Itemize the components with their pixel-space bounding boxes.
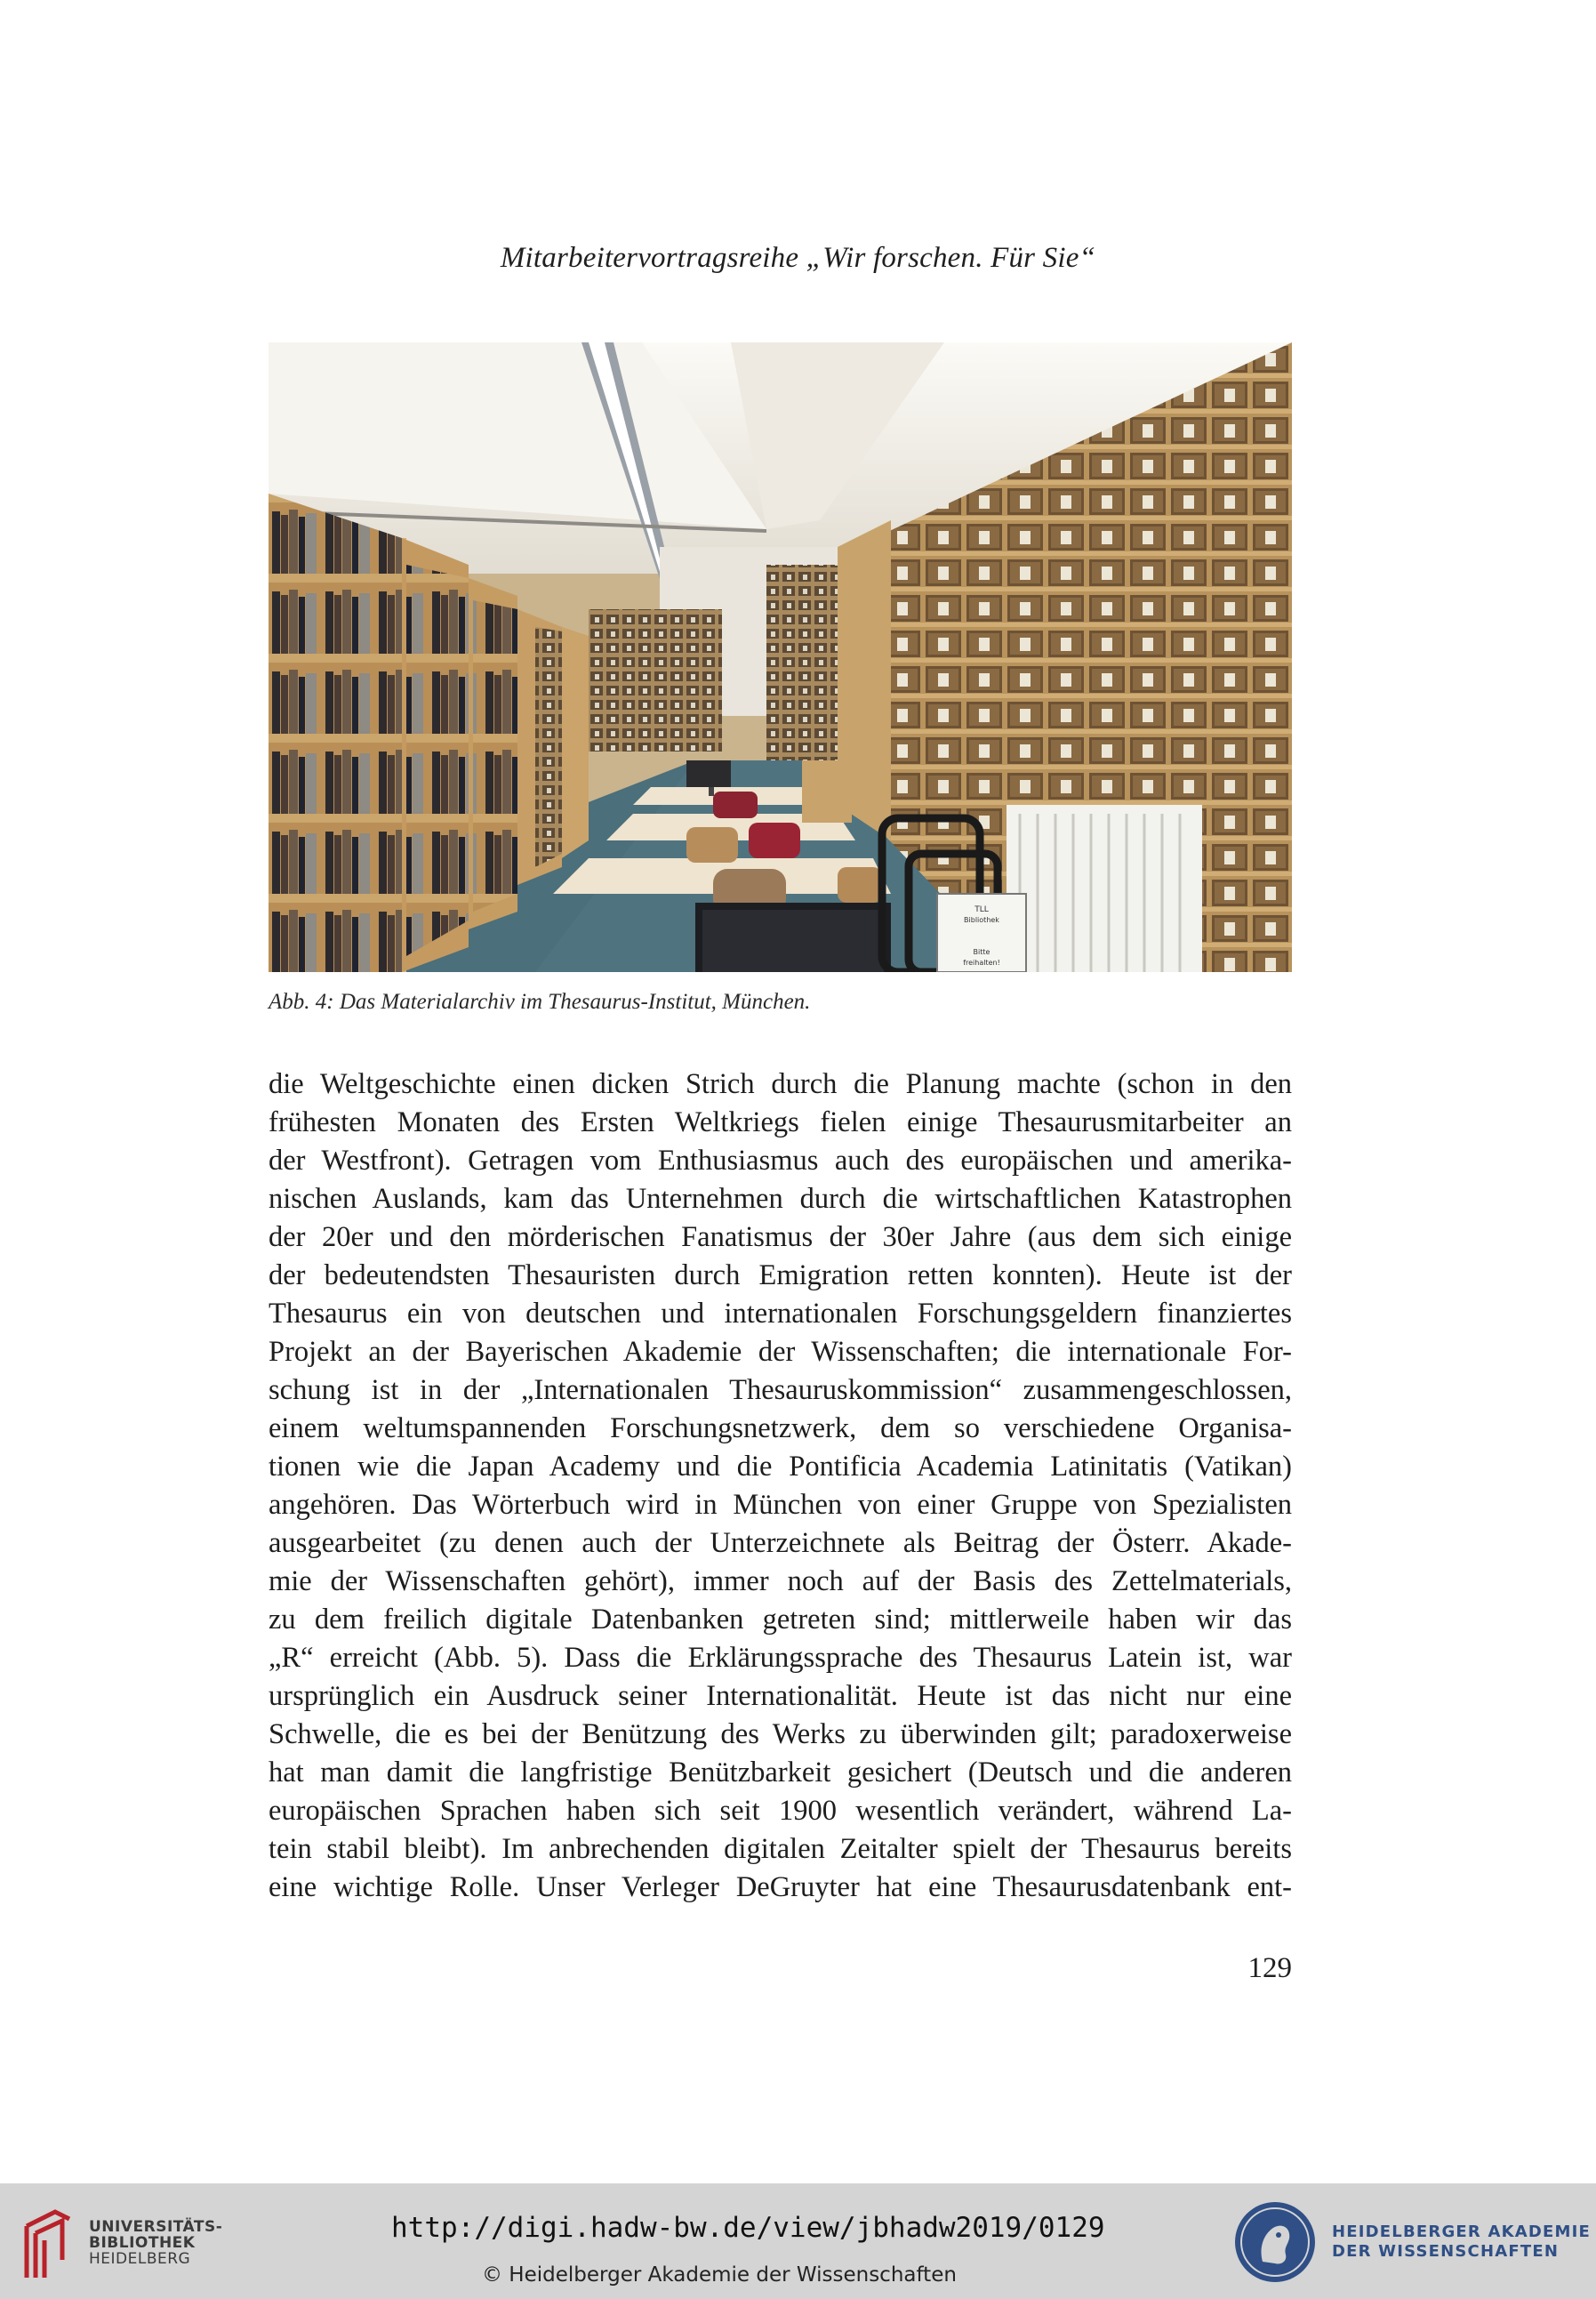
archive-room-photo — [269, 342, 1292, 972]
academy-seal-icon[interactable] — [1232, 2199, 1318, 2285]
body-line: die Weltgeschichte einen dicken Strich durch die Planung machte (schon in den — [269, 1068, 1292, 1100]
body-line: frühesten Monaten des Ersten Weltkriegs fielen einige Thesaurusmitarbeiter an — [269, 1106, 1292, 1138]
running-head: Mitarbeitervortragsreihe „Wir forschen. Für Sie“ — [500, 242, 1096, 274]
body-line: hat man damit die langfristige Benützbarkeit gesichert (Deutsch und die anderen — [269, 1756, 1292, 1789]
academy-name[interactable] — [1332, 2223, 1591, 2262]
sign-line-4: freihalten! — [963, 959, 1000, 967]
chair-wood-1 — [686, 827, 738, 863]
chair-red-1 — [713, 792, 758, 818]
body-line: schung ist in der „Internationalen Thesauruskommission“ zusammengeschlossen, — [269, 1374, 1292, 1406]
figure-caption: Abb. 4: Das Materialarchiv im Thesaurus-Institut, München. — [269, 990, 811, 1014]
university-library-name[interactable] — [89, 2219, 222, 2267]
body-line: der 20er und den mörderischen Fanatismus der 30er Jahre (aus dem sich einige — [269, 1221, 1292, 1253]
body-line: eine wichtige Rolle. Unser Verleger DeGruyter hat eine Thesaurusdatenbank ent- — [269, 1871, 1292, 1903]
body-line: zu dem freilich digitale Datenbanken getreten sind; mittlerweile haben wir das — [269, 1604, 1292, 1636]
sign-line-3: Bitte — [973, 948, 990, 956]
radiator — [1007, 805, 1202, 972]
body-text — [269, 1065, 1292, 1907]
body-line: nischen Auslands, kam das Unternehmen durch die wirtschaftlichen Katastrophen — [269, 1183, 1292, 1215]
body-line: Projekt an der Bayerischen Akademie der Wissenschaften; die internationale For- — [269, 1336, 1292, 1368]
body-line: Thesaurus ein von deutschen und internationalen Forschungsgeldern finanziertes — [269, 1298, 1292, 1330]
body-line: „R“ erreicht (Abb. 5). Dass die Erklärungssprache des Thesaurus Latein ist, war — [269, 1642, 1292, 1674]
body-line: tein stabil bleibt). Im anbrechenden digitalen Zeitalter spielt der Thesaurus bereits — [269, 1833, 1292, 1865]
academy-line-2: DER WISSENSCHAFTEN — [1332, 2242, 1560, 2261]
library-line-1: UNIVERSITÄTS- — [89, 2218, 223, 2236]
body-line: Schwelle, die es bei der Benützung des Werks zu überwinden gilt; paradoxerweise — [269, 1718, 1292, 1750]
page-number: 129 — [1247, 1952, 1292, 1984]
body-line: mie der Wissenschaften gehört), immer noch auf der Basis des Zettelmaterials, — [269, 1565, 1292, 1597]
copyright-notice: © Heidelberger Akademie der Wissenschaften — [482, 2263, 957, 2287]
chair-red-2 — [749, 823, 800, 858]
body-line: angehören. Das Wörterbuch wird in München von einer Gruppe von Spezialisten — [269, 1489, 1292, 1521]
library-line-3: HEIDELBERG — [89, 2250, 191, 2268]
bookshelf-1 — [269, 494, 402, 972]
figure-photo — [269, 342, 1292, 972]
permalink-url[interactable]: http://digi.hadw-bw.de/view/jbhadw2019/0129 — [391, 2212, 1105, 2244]
bookshelf-2 — [406, 565, 469, 956]
sign-line-1: TLL — [974, 905, 989, 914]
body-line: der Westfront). Getragen vom Enthusiasmus auch des europäischen und amerika- — [269, 1145, 1292, 1177]
footer-bar — [0, 2183, 1596, 2299]
body-line: tionen wie die Japan Academy und die Pontificia Academia Latinitatis (Vatikan) — [269, 1451, 1292, 1483]
university-library-logo-icon[interactable] — [16, 2207, 78, 2281]
body-line: einem weltumspannenden Forschungsnetzwerk, dem so verschiedene Organisa- — [269, 1412, 1292, 1444]
library-line-2: BIBLIOTHEK — [89, 2234, 196, 2252]
body-line: ursprünglich ein Ausdruck seiner Internationalität. Heute ist das nicht nur eine — [269, 1680, 1292, 1712]
body-line: der bedeutendsten Thesauristen durch Emigration retten konnten). Heute ist der — [269, 1259, 1292, 1291]
academy-line-1: HEIDELBERGER AKADEMIE — [1332, 2223, 1591, 2241]
body-line: ausgearbeitet (zu denen auch der Unterzeichnete als Beitrag der Österr. Akade- — [269, 1527, 1292, 1559]
sign-line-2: Bibliothek — [964, 916, 999, 924]
body-line: europäischen Sprachen haben sich seit 1900 wesentlich verändert, während La- — [269, 1795, 1292, 1827]
bookshelf-3 — [473, 600, 517, 912]
